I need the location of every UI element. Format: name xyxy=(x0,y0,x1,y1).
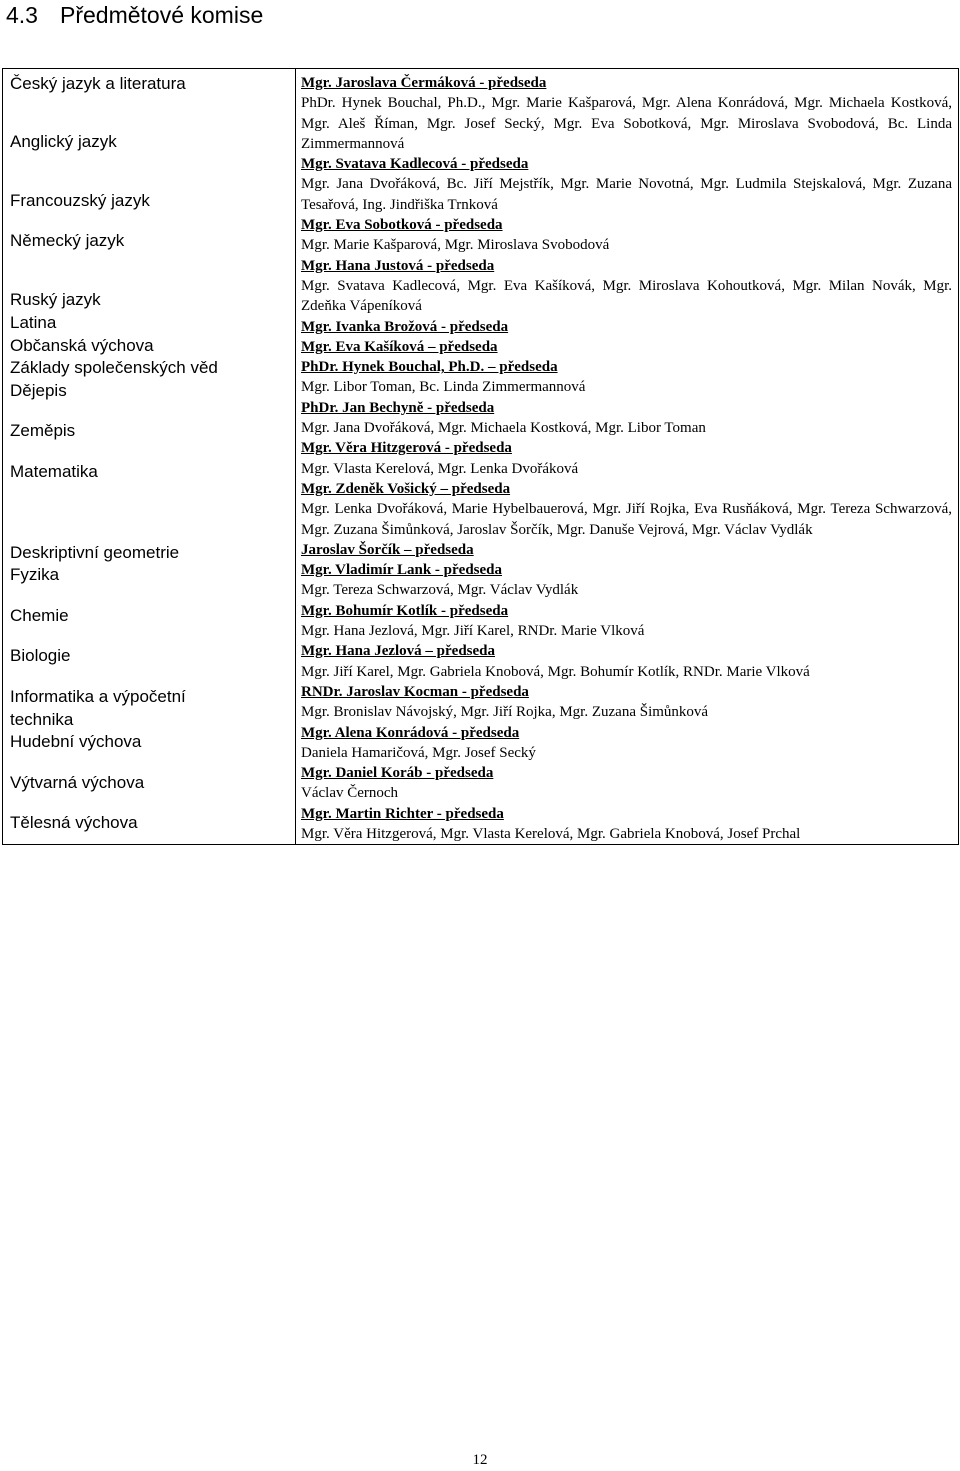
subject-name: Tělesná výchova xyxy=(10,813,138,833)
commission-members: Mgr. Svatava Kadlecová, Mgr. Eva Kašíková, Mgr. Miroslava Kohoutková, Mgr. Milan Novák, Mgr. Zdeňka Vápeníková xyxy=(301,277,952,315)
members-cell xyxy=(296,69,959,845)
commission-members: Václav Černoch xyxy=(301,785,399,802)
commission-chair: Mgr. Zdeněk Vošický – předseda xyxy=(301,480,511,497)
commission-chair: Mgr. Svatava Kadlecová - předseda xyxy=(301,156,529,173)
commission-chair: Mgr. Ivanka Brožová - předseda xyxy=(301,318,509,335)
commission-chair: Mgr. Eva Kašíková – předseda xyxy=(301,338,498,355)
commission-members: Mgr. Hana Jezlová, Mgr. Jiří Karel, RNDr. Marie Vlková xyxy=(301,623,645,640)
commission-chair: RNDr. Jaroslav Kocman - předseda xyxy=(301,683,529,700)
commission-members: Mgr. Bronislav Návojský, Mgr. Jiří Rojka, Mgr. Zuzana Šimůnková xyxy=(301,704,709,721)
subject-name: Dějepis xyxy=(10,380,67,400)
subject-name: Hudební výchova xyxy=(10,732,142,752)
section-number: 4.3 xyxy=(6,2,38,28)
commission-chair: Mgr. Hana Justová - předseda xyxy=(301,257,495,274)
commissions-table xyxy=(2,68,959,845)
subject-name: Latina xyxy=(10,312,57,332)
table-row xyxy=(3,69,959,845)
subject-name: Občanská výchova xyxy=(10,335,154,355)
subject-name: Základy společenských věd xyxy=(10,358,218,378)
subject-name: Matematika xyxy=(10,461,98,481)
commission-chair: Mgr. Alena Konrádová - předseda xyxy=(301,724,520,741)
commission-members: Mgr. Vlasta Kerelová, Mgr. Lenka Dvořáková xyxy=(301,460,579,477)
subject-name: Výtvarná výchova xyxy=(10,772,145,792)
subject-name: Chemie xyxy=(10,605,69,625)
commission-chair: Mgr. Vladimír Lank - předseda xyxy=(301,562,502,579)
commission-chair: Mgr. Daniel Koráb - předseda xyxy=(301,765,494,782)
page-number: 12 xyxy=(472,1452,488,1468)
commission-chair: Mgr. Hana Jezlová – předseda xyxy=(301,643,496,660)
commission-chair: Mgr. Jaroslava Čermáková - předseda xyxy=(301,75,547,91)
subject-cell xyxy=(3,69,296,845)
commission-members: Mgr. Jana Dvořáková, Mgr. Michaela Kostková, Mgr. Libor Toman xyxy=(301,420,706,437)
subject-name: Český jazyk a literatura xyxy=(10,74,186,93)
subject-name: Biologie xyxy=(10,646,71,666)
commission-members: Mgr. Jiří Karel, Mgr. Gabriela Knobová, Mgr. Bohumír Kotlík, RNDr. Marie Vlková xyxy=(301,663,810,680)
subject-name: Informatika a výpočetní technika xyxy=(10,686,186,729)
section-title: Předmětové komise xyxy=(59,2,264,28)
subject-name: Fyzika xyxy=(10,565,60,585)
commission-chair: Jaroslav Šorčík – předseda xyxy=(301,541,474,558)
commission-members: Mgr. Marie Kašparová, Mgr. Miroslava Svobodová xyxy=(301,237,610,254)
commission-chair: PhDr. Jan Bechyně - předseda xyxy=(301,399,495,416)
commission-members: Mgr. Věra Hitzgerová, Mgr. Vlasta Kerelová, Mgr. Gabriela Knobová, Josef Prchal xyxy=(301,825,801,842)
commission-chair: Mgr. Eva Sobotková - předseda xyxy=(301,217,503,234)
subject-name: Anglický jazyk xyxy=(10,131,117,151)
commission-members: Mgr. Jana Dvořáková, Bc. Jiří Mejstřík, Mgr. Marie Novotná, Mgr. Ludmila Stejskalová, Mgr. Zuzana Tesařová, Ing. Jindřiška Trnková xyxy=(301,176,952,213)
commission-chair: Mgr. Věra Hitzgerová - předseda xyxy=(301,440,512,457)
subject-name: Německý jazyk xyxy=(10,230,125,250)
commission-chair: PhDr. Hynek Bouchal, Ph.D. – předseda xyxy=(301,359,558,376)
commission-members: Mgr. Tereza Schwarzová, Mgr. Václav Vydlák xyxy=(301,582,579,599)
subject-name: Francouzský jazyk xyxy=(10,191,150,211)
subject-name: Ruský jazyk xyxy=(10,290,101,310)
commission-members: Mgr. Libor Toman, Bc. Linda Zimmermannová xyxy=(301,379,586,396)
commission-chair: Mgr. Martin Richter - předseda xyxy=(301,805,504,822)
commission-chair: Mgr. Bohumír Kotlík - předseda xyxy=(301,602,509,619)
section-heading xyxy=(6,0,263,30)
commission-members: Daniela Hamaričová, Mgr. Josef Secký xyxy=(301,744,536,761)
commission-members: PhDr. Hynek Bouchal, Ph.D., Mgr. Marie Kašparová, Mgr. Alena Konrádová, Mgr. Michaela Kostková, Mgr. Aleš Říman, Mgr. Josef Secký, Mgr. Eva Sobotková, Mgr. Miroslava Svobodová, Bc. Linda Zimmermannová xyxy=(301,95,952,152)
subject-name: Zeměpis xyxy=(10,421,76,441)
commission-members: Mgr. Lenka Dvořáková, Marie Hybelbauerová, Mgr. Jiří Rojka, Eva Rusňáková, Mgr. Tereza Schwarzová, Mgr. Zuzana Šimůnková, Jaroslav Šorčík, Mgr. Danuše Vejrová, Mgr. Václav Vydlák xyxy=(301,501,952,538)
subject-name: Deskriptivní geometrie xyxy=(10,542,180,562)
